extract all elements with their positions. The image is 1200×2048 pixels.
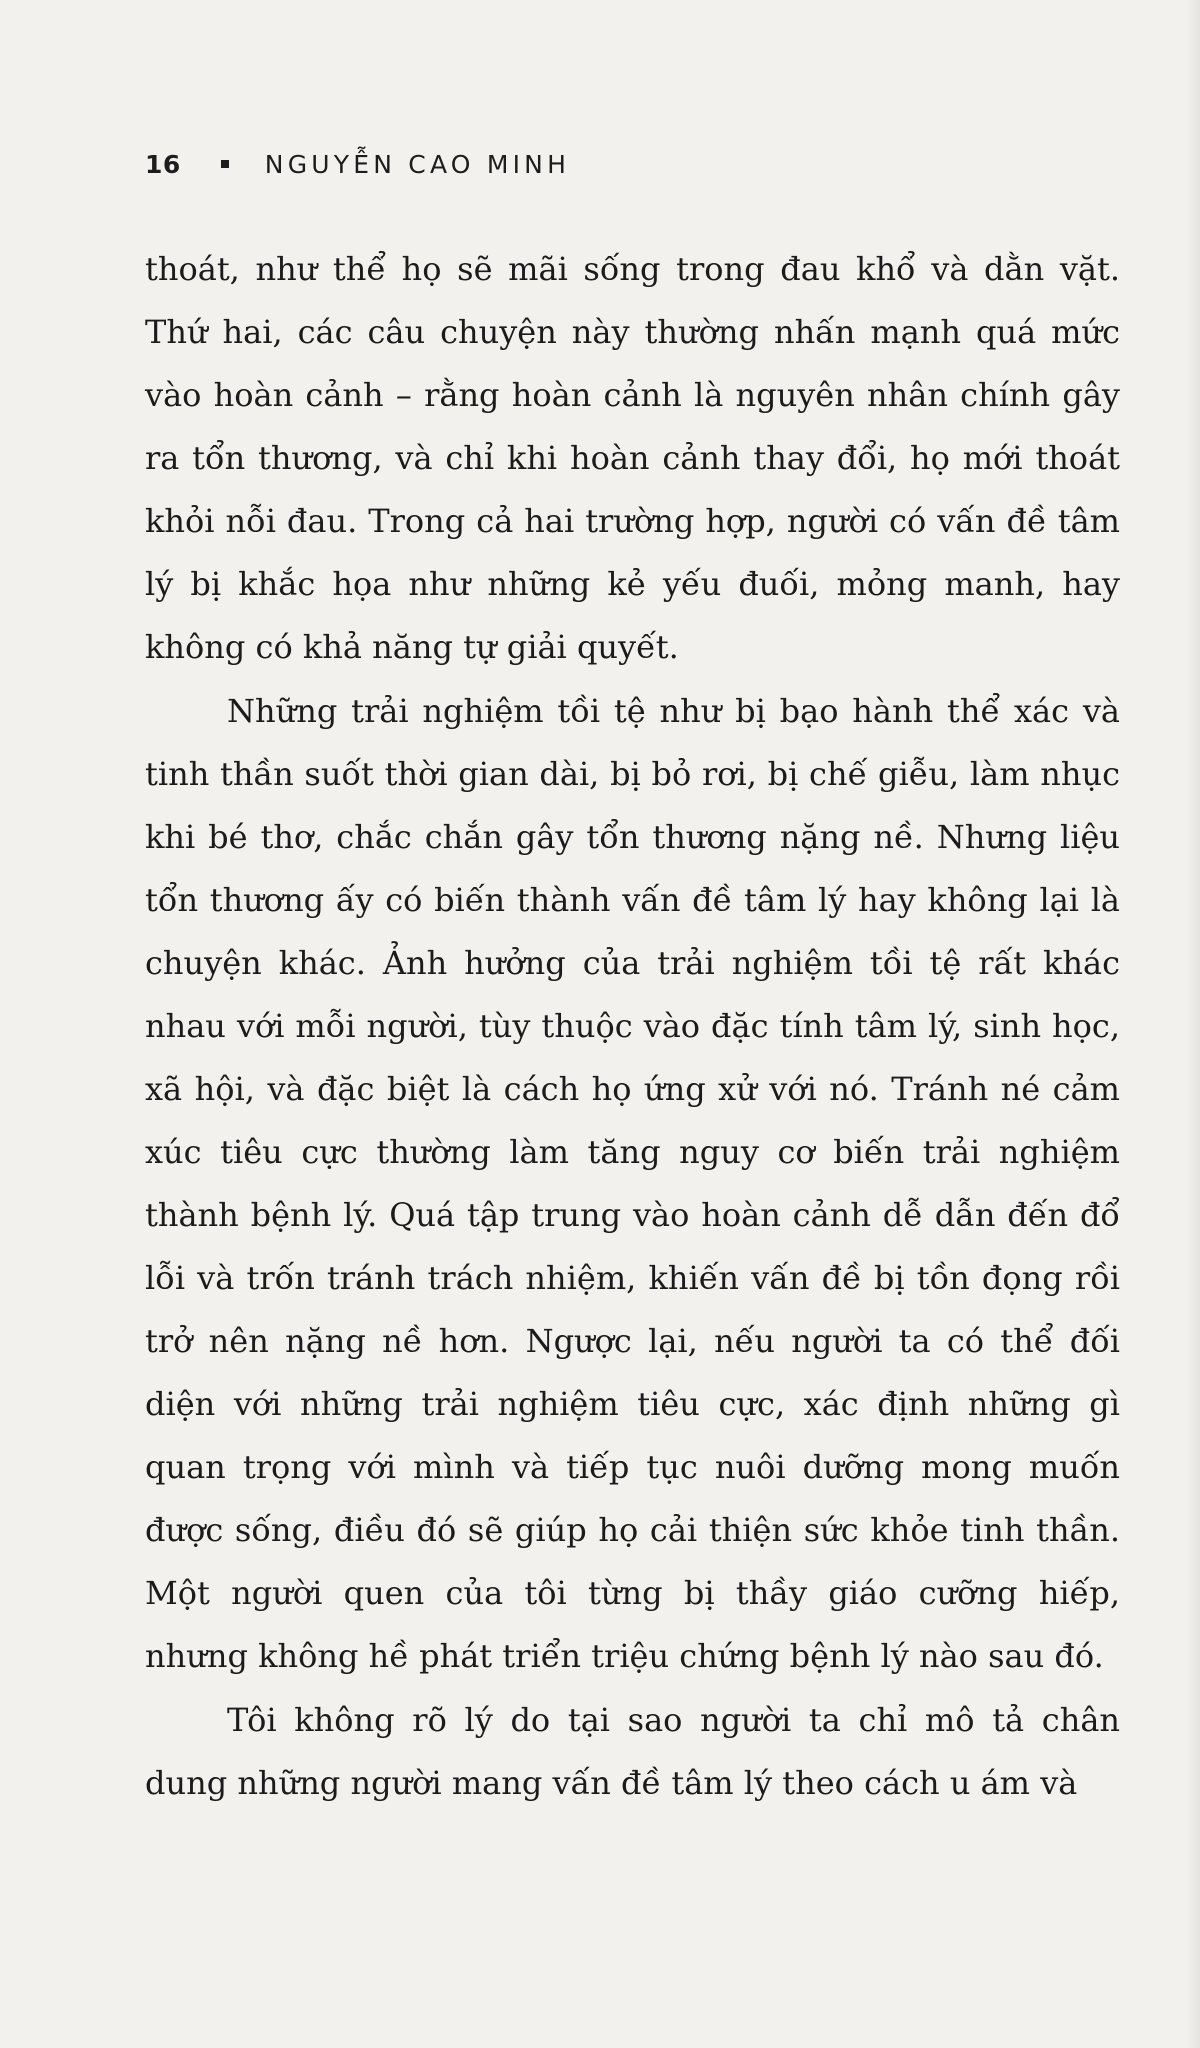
separator-square-icon: [221, 160, 229, 168]
page-edge-shadow: [1186, 0, 1200, 2048]
running-head: [145, 150, 570, 179]
body-text: [145, 238, 1120, 1815]
page-number: 16: [145, 150, 181, 179]
paragraph-3: Tôi không rõ lý do tại sao người ta chỉ mô tả chân dung những người mang vấn đề tâm lý theo cách u ám và: [145, 1701, 1120, 1802]
paragraph-1: thoát, như thể họ sẽ mãi sống trong đau khổ và dằn vặt. Thứ hai, các câu chuyện này thường nhấn mạnh quá mức vào hoàn cảnh – rằng hoàn cảnh là nguyên nhân chính gây ra tổn thương, và chỉ khi hoàn cảnh thay đổi, họ mới thoát khỏi nỗi đau. Trong cả hai trường hợp, người có vấn đề tâm lý bị khắc họa như những kẻ yếu đuối, mỏng manh, hay không có khả năng tự giải quyết.: [145, 250, 1120, 666]
paragraph-2: Những trải nghiệm tồi tệ như bị bạo hành thể xác và tinh thần suốt thời gian dài, bị bỏ rơi, bị chế giễu, làm nhục khi bé thơ, chắc chắn gây tổn thương nặng nề. Nhưng liệu tổn thương ấy có biến thành vấn đề tâm lý hay không lại là chuyện khác. Ảnh hưởng của trải nghiệm tồi tệ rất khác nhau với mỗi người, tùy thuộc vào đặc tính tâm lý, sinh học, xã hội, và đặc biệt là cách họ ứng xử với nó. Tránh né cảm xúc tiêu cực thường làm tăng nguy cơ biến trải nghiệm thành bệnh lý. Quá tập trung vào hoàn cảnh dễ dẫn đến đổ lỗi và trốn tránh trách nhiệm, khiến vấn đề bị tồn đọng rồi trở nên nặng nề hơn. Ngược lại, nếu người ta có thể đối diện với những trải nghiệm tiêu cực, xác định những gì quan trọng với mình và tiếp tục nuôi dưỡng mong muốn được sống, điều đó sẽ giúp họ cải thiện sức khỏe tinh thần. Một người quen của tôi từng bị thầy giáo cưỡng hiếp, nhưng không hề phát triển triệu chứng bệnh lý nào sau đó.: [145, 692, 1120, 1675]
author-name: NGUYỄN CAO MINH: [264, 150, 571, 179]
